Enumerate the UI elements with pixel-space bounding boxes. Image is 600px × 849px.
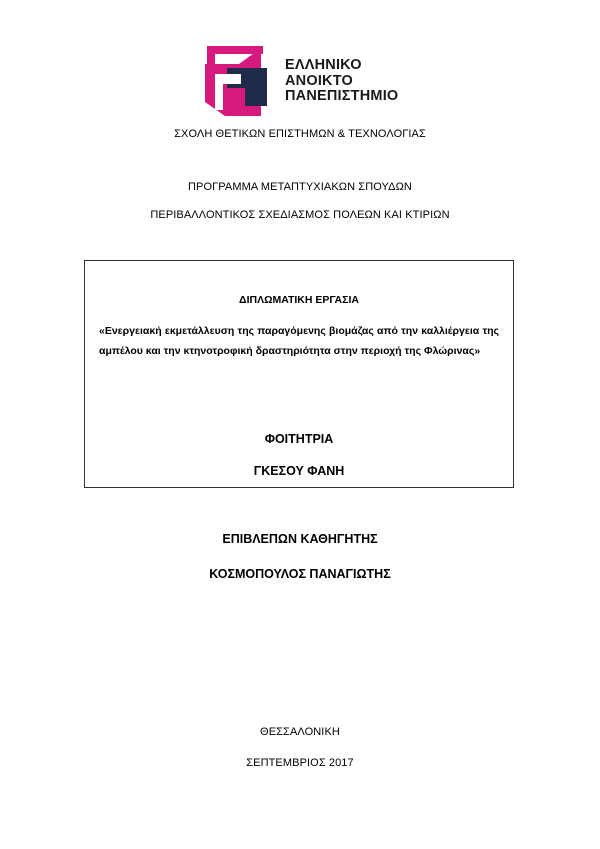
program-name: ΠΡΟΓΡΑΜΜΑ ΜΕΤΑΠΤΥΧΙΑΚΩΝ ΣΠΟΥΔΩΝ <box>188 181 412 193</box>
student-label: ΦΟΙΤΗΤΡΙΑ <box>264 432 334 446</box>
university-logo <box>205 44 405 116</box>
logo-line-2: ΑΝΟΙΚΤΟ <box>285 72 353 89</box>
date: ΣΕΠΤΕΜΒΡΙΟΣ 2017 <box>246 757 354 769</box>
city: ΘΕΣΣΑΛΟΝΙΚΗ <box>260 726 340 738</box>
thesis-box <box>84 260 514 488</box>
thesis-title: «Ενεργειακή εκμετάλλευση της παραγόμενης βιομάζας από την καλλιέργεια της αμπέλου και την κτηνοτροφική δραστηριότητα στην περιοχή της Φλώρινας» <box>99 325 499 357</box>
thesis-heading: ΔΙΠΛΩΜΑΤΙΚΗ ΕΡΓΑΣΙΑ <box>239 294 359 306</box>
school-name: ΣΧΟΛΗ ΘΕΤΙΚΩΝ ΕΠΙΣΤΗΜΩΝ & ΤΕΧΝΟΛΟΓΙΑΣ <box>174 128 426 140</box>
university-logo-text <box>285 58 398 105</box>
university-logo-icon <box>205 44 275 116</box>
logo-line-1: ΕΛΛΗΝΙΚΟ <box>285 57 362 73</box>
supervisor-name: ΚΟΣΜΟΠΟΥΛΟΣ ΠΑΝΑΓΙΩΤΗΣ <box>209 567 391 581</box>
supervisor-label: ΕΠΙΒΛΕΠΩΝ ΚΑΘΗΓΗΤΗΣ <box>222 532 378 546</box>
student-name: ΓΚΕΣΟΥ ΦΑΝΗ <box>253 464 345 478</box>
specialization-name: ΠΕΡΙΒΑΛΛΟΝΤΙΚΟΣ ΣΧΕΔΙΑΣΜΟΣ ΠΟΛΕΩΝ ΚΑΙ ΚΤΙΡΙΩΝ <box>150 209 450 221</box>
logo-line-3: ΠΑΝΕΠΙΣΤΗΜΙΟ <box>285 88 399 104</box>
